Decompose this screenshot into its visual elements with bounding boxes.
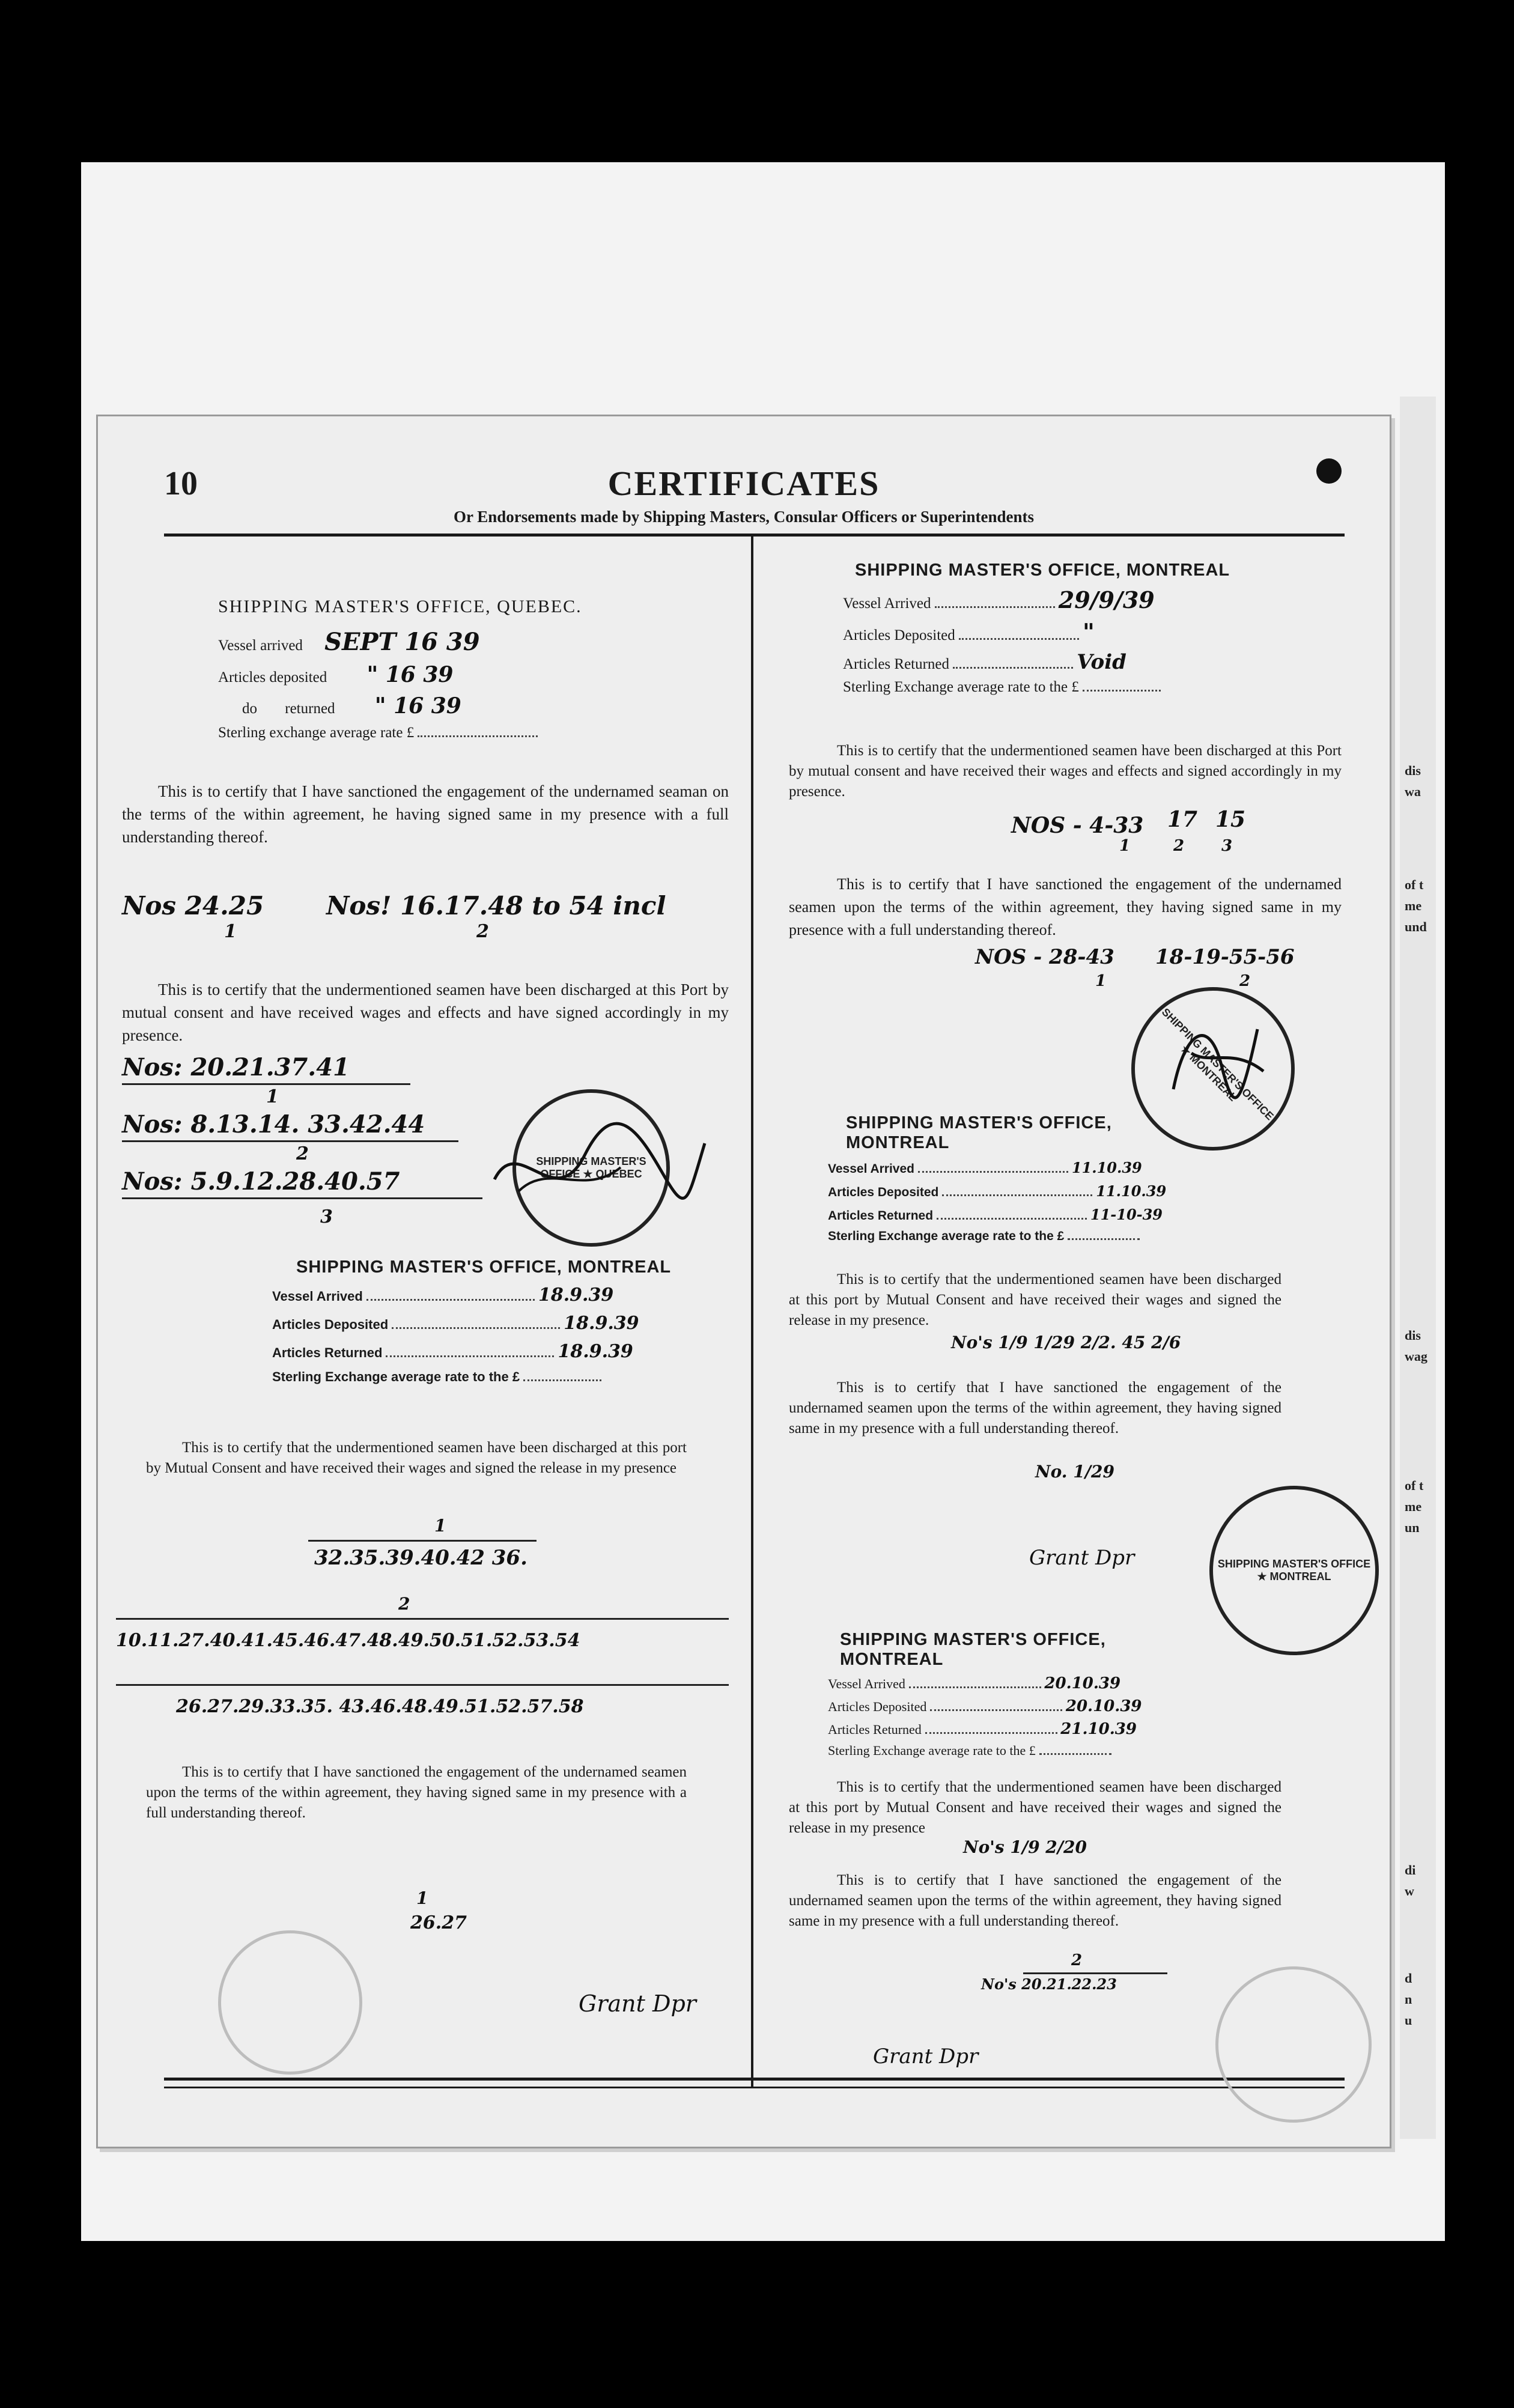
handwritten-date: 18.9.39	[564, 1313, 639, 1334]
field-label: Sterling Exchange average rate to the	[828, 1229, 1054, 1243]
handwritten-mark: 2	[476, 921, 489, 942]
articles-deposited-row	[843, 618, 1263, 645]
underline	[122, 1140, 458, 1142]
handwritten-date: 11-10-39	[1090, 1206, 1163, 1223]
articles-returned-row	[828, 1720, 1212, 1738]
edge-fragment: me	[1405, 898, 1422, 913]
field-label: Articles Deposited	[828, 1699, 927, 1714]
signature: Grant Dpr	[579, 1990, 696, 2017]
office-heading: SHIPPING MASTER'S OFFICE, MONTREAL	[846, 1113, 1112, 1152]
handwritten-mark: 3	[1221, 837, 1233, 855]
discharge-paragraph: This is to certify that the undermentioned seamen have been discharged at this port by Mutual Consent and have received their wages and signed the release in my presence.	[789, 1271, 1281, 1328]
footer-rule	[164, 2078, 1345, 2081]
faint-stamp	[1215, 1966, 1372, 2123]
handwritten-mark: 2	[1173, 837, 1185, 855]
handwritten-date: 11.10.39	[1071, 1159, 1142, 1176]
articles-deposited-row	[218, 662, 699, 687]
edge-fragment: u	[1405, 2013, 1412, 2028]
handwritten-mark: 1	[1119, 837, 1131, 855]
field-label: do	[242, 701, 257, 717]
handwritten-date: 29/9/39	[1058, 586, 1155, 613]
handwritten-date: 21.10.39	[1060, 1720, 1137, 1738]
articles-returned-row	[272, 1341, 693, 1362]
handwritten-mark: 1	[266, 1086, 279, 1107]
underline	[308, 1540, 537, 1542]
stamp-text: SHIPPING MASTER'S OFFICE ★ MONTREAL	[1217, 1558, 1371, 1583]
discharge-paragraph: This is to certify that the undermentioned seamen have been discharged at this port by Mutual Consent and have received their wages and signed the release in my presence	[146, 1440, 687, 1476]
handwritten-numbers: 10.11.27.40.41.45.46.47.48.49.50.51.52.53.54	[116, 1630, 580, 1651]
edge-fragment: w	[1405, 1884, 1414, 1899]
handwritten-mark: 3	[320, 1206, 333, 1227]
discharge-paragraph: This is to certify that the undermentioned seamen have been discharged at this port by Mutual Consent and have received their wages and signed the release in my presence	[789, 1779, 1281, 1836]
handwritten-numbers: Nos: 20.21.37.41	[122, 1053, 350, 1081]
edge-fragment: of t	[1405, 1478, 1424, 1493]
edge-fragment: me	[1405, 1499, 1422, 1514]
quebec-certificate	[218, 597, 699, 741]
handwritten-mark: 1	[224, 921, 237, 942]
edge-fragment: wa	[1405, 784, 1421, 799]
handwritten-mark: 2	[398, 1594, 410, 1614]
sterling-row: Sterling Exchange average rate to the £	[828, 1229, 1212, 1244]
field-label: Articles Returned	[828, 1722, 922, 1737]
montreal-certificate-2	[828, 1113, 1212, 1244]
handwritten-date: 20.10.39	[1044, 1674, 1121, 1692]
stamp-text: SHIPPING MASTER'S OFFICE ★ MONTREAL	[1159, 1006, 1276, 1123]
vessel-arrived-row	[828, 1674, 1212, 1692]
handwritten-numbers: Nos! 16.17.48 to 54 incl	[326, 891, 666, 920]
field-label: returned	[285, 701, 335, 717]
signature: Grant Dpr	[873, 2045, 979, 2069]
field-label: Articles Deposited	[272, 1317, 389, 1332]
underlying-page-edge	[1400, 397, 1436, 2139]
articles-deposited-row	[272, 1313, 693, 1334]
montreal-certificate-3	[828, 1630, 1212, 1759]
certificate-page	[96, 415, 1391, 2148]
handwritten-date: 11.10.39	[1096, 1182, 1167, 1200]
handwritten-numbers: 26.27	[410, 1912, 467, 1933]
header-rule	[164, 534, 1345, 537]
signature: Grant Dpr	[1029, 1546, 1135, 1570]
articles-returned-row	[828, 1206, 1212, 1223]
field-label: Vessel Arrived	[828, 1676, 905, 1691]
faint-stamp	[218, 1930, 362, 2075]
vessel-arrived-row	[828, 1159, 1212, 1176]
handwritten-date: " 16 39	[374, 693, 461, 719]
engagement-paragraph: This is to certify that I have sanctioned the engagement of the undernamed seamen upon the terms of the within agreement, they having signed same in my presence with a full understanding thereof.	[146, 1764, 687, 1821]
field-label: Articles Returned	[843, 656, 950, 672]
edge-fragment: dis	[1405, 1328, 1421, 1343]
vessel-arrived-row	[272, 1285, 693, 1306]
engagement-paragraph: This is to certify that I have sanctioned the engagement of the undernamed seamen upon the terms of the within agreement, they having signed same in my presence with a full understanding thereof.	[789, 1379, 1281, 1437]
edge-fragment: d	[1405, 1971, 1412, 1986]
handwritten-numbers: 15	[1215, 807, 1246, 832]
articles-deposited-row	[828, 1182, 1212, 1200]
sterling-row: Sterling exchange average rate £	[218, 725, 699, 741]
montreal-certificate-left	[272, 1257, 693, 1385]
handwritten-date: " 16 39	[366, 662, 454, 687]
vessel-arrived-row	[218, 628, 699, 656]
handwritten-numbers: Nos: 5.9.12.28.40.57	[122, 1167, 400, 1196]
field-label: Articles Returned	[828, 1209, 934, 1223]
underline	[116, 1684, 729, 1686]
edge-fragment: dis	[1405, 763, 1421, 778]
handwritten-numbers: NOS - 28-43	[975, 945, 1114, 969]
field-label: Vessel arrived	[218, 637, 303, 654]
handwritten-numbers: 17	[1167, 807, 1198, 832]
office-heading: SHIPPING MASTER'S OFFICE, MONTREAL	[840, 1630, 1106, 1669]
signature-scribble	[482, 1107, 711, 1227]
discharge-paragraph: This is to certify that the undermentioned seamen have been discharged at this Port by mutual consent and have received their wages and effects and signed accordingly in my presence.	[789, 743, 1342, 800]
handwritten-numbers: 18-19-55-56	[1155, 945, 1295, 969]
handwritten-numbers: No's 1/9 2/20	[963, 1837, 1087, 1857]
field-label: Articles Returned	[272, 1345, 383, 1360]
handwritten-numbers: No's 1/9 1/29 2/2. 45 2/6	[951, 1333, 1181, 1352]
handwritten-mark: 1	[434, 1516, 446, 1536]
montreal-stamp-2	[1209, 1486, 1379, 1655]
signature-scribble	[1149, 993, 1281, 1125]
handwritten-numbers: Nos: 8.13.14. 33.42.44	[122, 1110, 425, 1139]
handwritten-numbers: No's 20.21.22.23	[981, 1975, 1117, 1993]
underline	[116, 1618, 729, 1620]
underline	[122, 1197, 482, 1199]
engagement-paragraph: This is to certify that I have sanctioned the engagement of the undernamed seamen upon the terms of the within agreement, they having signed same in my presence with a full understanding thereof.	[789, 875, 1342, 938]
montreal-certificate-1	[843, 561, 1263, 696]
edge-fragment: wag	[1405, 1349, 1427, 1364]
page-subtitle: Or Endorsements made by Shipping Masters, Consular Officers or Superintendents	[453, 508, 1035, 526]
discharge-paragraph: This is to certify that the undermentioned seamen have been discharged at this Port by mutual consent and have received wages and effects and have signed accordingly in my presence.	[122, 981, 729, 1044]
handwritten-mark: 1	[416, 1888, 428, 1908]
handwritten-mark: 2	[1071, 1951, 1083, 1969]
field-label: Vessel Arrived	[272, 1289, 363, 1304]
edge-fragment: n	[1405, 1992, 1412, 2007]
sterling-row: Sterling Exchange average rate to the £	[843, 679, 1263, 696]
handwritten-numbers: Nos 24.25	[122, 891, 264, 920]
handwritten-date: 20.10.39	[1065, 1697, 1142, 1715]
field-label: Articles Deposited	[843, 627, 955, 643]
handwritten-numbers: No. 1/29	[1035, 1462, 1114, 1482]
handwritten-numbers: 26.27.29.33.35. 43.46.48.49.51.52.57.58	[176, 1696, 584, 1717]
handwritten-mark: 2	[1239, 972, 1251, 990]
underline	[122, 1083, 410, 1085]
field-label: Articles deposited	[218, 669, 327, 686]
field-label: Articles Deposited	[828, 1185, 939, 1199]
page-number: 10	[164, 465, 198, 502]
office-heading: SHIPPING MASTER'S OFFICE, MONTREAL	[296, 1257, 672, 1277]
handwritten-mark: 2	[296, 1143, 309, 1164]
stamp-text: SHIPPING MASTER'S OFFICE ★ QUEBEC	[536, 1155, 646, 1180]
sterling-row: Sterling Exchange average rate to the £	[272, 1369, 693, 1385]
handwritten-date: 18.9.39	[538, 1285, 614, 1306]
handwritten-date: "	[1083, 618, 1095, 645]
field-label: Sterling Exchange average rate to the	[272, 1369, 509, 1384]
edge-fragment: un	[1405, 1520, 1420, 1535]
field-label: Sterling exchange average rate	[218, 725, 403, 741]
field-label: Sterling Exchange average rate to the	[843, 679, 1068, 695]
articles-deposited-row	[828, 1697, 1212, 1715]
underline	[1023, 1972, 1167, 1974]
edge-fragment: und	[1405, 919, 1427, 934]
handwritten-date: SEPT 16 39	[324, 628, 480, 656]
handwritten-date: 18.9.39	[558, 1341, 633, 1362]
edge-fragment: di	[1405, 1862, 1416, 1877]
articles-returned-row	[843, 650, 1263, 674]
returned-row	[218, 693, 699, 719]
handwritten-date: Void	[1077, 650, 1126, 674]
column-divider	[751, 537, 753, 2087]
page-title: CERTIFICATES	[607, 464, 880, 503]
office-heading: SHIPPING MASTER'S OFFICE, MONTREAL	[855, 561, 1230, 580]
vessel-arrived-row	[843, 586, 1263, 613]
engagement-paragraph: This is to certify that I have sanctioned the engagement of the undernamed seaman on the terms of the within agreement, he having signed same in my presence with a full understanding thereof.	[122, 782, 729, 846]
edge-fragment: of t	[1405, 877, 1424, 892]
engagement-paragraph: This is to certify that I have sanctioned the engagement of the undernamed seamen upon the terms of the within agreement, they having signed same in my presence with a full understanding thereof.	[789, 1872, 1281, 1929]
handwritten-mark: 1	[1095, 972, 1107, 990]
field-label: Sterling Exchange average rate to the	[828, 1743, 1026, 1758]
field-label: Vessel Arrived	[843, 595, 931, 612]
sterling-row: Sterling Exchange average rate to the £	[828, 1743, 1212, 1759]
office-heading: SHIPPING MASTER'S OFFICE, QUEBEC.	[218, 597, 582, 616]
footer-rule-2	[164, 2087, 1345, 2088]
handwritten-numbers: NOS - 4-33	[1011, 813, 1144, 838]
field-label: Vessel Arrived	[828, 1162, 914, 1176]
handwritten-numbers: 32.35.39.40.42 36.	[314, 1546, 527, 1570]
